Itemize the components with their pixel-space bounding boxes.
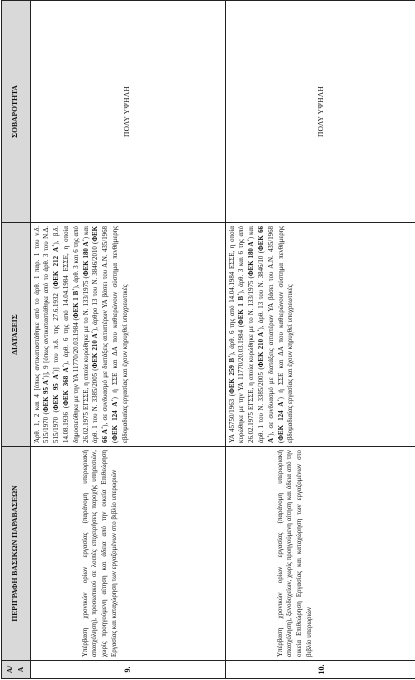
gazette-ref: ΦΕΚ 124 Α΄ [277,399,285,441]
provision-text: ΥΑ 45750/1963 ( [228,393,236,443]
gazette-ref: ΦΕΚ 95 Α΄ [43,377,51,413]
gazette-ref: ΦΕΚ 180 Α΄ [82,239,90,277]
provision-text: ), β.δ. 14.08.1936 ( [53,226,70,443]
provision-text: Άρθ. 1, 2 και 4 [όπως αντικαταστάθηκε από το άρθ. 1 παρ. 1 του ν.δ. 515/1970 ( [33,226,51,443]
gazette-ref: ΦΕΚ 259 Β΄ [228,355,236,394]
provision-text: ) ή ΣΣΕ και ΔΑ που καθιερώνουν σύστημα πενθήμερης εβδομαδιαίας εργασίας και έχουν κηρυχθεί υποχρεωτικές [111,225,129,443]
gazette-ref: ΦΕΚ 95 Α΄ [53,371,61,411]
legal-provisions [225,223,415,447]
header-provisions: ΔΙΑΤΑΞΕΙΣ [2,223,31,447]
row-number: 10. [225,661,415,679]
provision-text: ), άρθ. 3 και 6 της από 26.02.1975 ΕΓΣΣΕ, η οποία κυρώθηκε με το Ν. 133/1975 ( [72,226,90,443]
gazette-ref: ΦΕΚ 368 Α΄ [62,365,70,406]
gazette-ref: ΦΕΚ 66 Α΄ [92,225,110,443]
header-number: Α/Α [2,661,31,679]
gazette-ref: ΦΕΚ 1 Β΄ [238,293,246,325]
header-description: ΠΕΡΙΓΡΑΦΗ ΒΑΣΙΚΩΝ ΠΑΡΑΒΑΣΕΩΝ [2,447,31,661]
severity-label: ΠΟΛΥ ΥΨΗΛΗ [30,1,225,223]
provision-text: ) και άρθ. 1 του Ν. 3385/2005 ( [82,226,100,443]
gazette-ref: ΦΕΚ 1 Β΄ [72,288,80,319]
gazette-ref: ΦΕΚ 210 Α΄ [257,329,265,368]
provision-text: )], 9 [όπως αντικαταστάθηκε από το άρθ. 3 του Ν.Δ. 515/1970 ( [43,226,61,443]
violation-description: Υπέρβαση χρονικών ορίων εργασίας (παράνομη υπερωριακή απασχόληση), προσωπικού σε λοιπές επιχειρήσεις παροχής υπηρεσιών, χωρίς προηγούμενη αίτηση και άδεια από την οικεία Επιθεώρηση Εργασίας και καταχώρηση των εργαζομένων στο βιβλίο υπερωριών [30,447,225,661]
provision-text: ), άρθρο 13 του Ν. 3846/2010 ( [92,241,100,332]
severity-label: ΠΟΛΥ ΥΨΗΛΗ [225,1,415,223]
gazette-ref: ΦΕΚ 66 Α΄ [257,226,275,443]
row-number: 9. [30,661,225,679]
gazette-ref: ΦΕΚ 124 Α΄ [111,399,119,441]
gazette-ref: ΦΕΚ 212 Α΄ [53,244,61,287]
provision-text: )] του π.δ. της 27.6.1932 ( [53,286,61,372]
provision-text: ), άρθ. 13 του Ν. 3846/10 ( [257,250,265,330]
gazette-ref: ΦΕΚ 180 Α΄ [248,239,256,277]
provision-text: ), άρθ. 3 και 6 της από 26.02.1975 ΕΓΣΣΕ, η οποία κυρώθηκε με το Ν. 133/1975 ( [238,225,256,443]
table-row [30,1,225,679]
header-severity: ΣΟΒΑΡΟΤΗΤΑ [2,1,31,223]
provision-text: ) και άρθ. 1 του Ν. 3385/2005 ( [248,226,265,443]
gazette-ref: ΦΕΚ 210 Α΄ [92,331,100,369]
legal-provisions [30,223,225,447]
provision-text: ), άρθ. 6 της από 14.04.1984 ΕΣΣΕ, η οποία δημοσιεύθηκε με την ΥΑ 11770/20.03.1984 ( [62,226,80,443]
table-row [225,1,415,679]
provision-text: ), άρθ. 6 της από 14.04.1984 ΕΣΣΕ, η οποία κυρώθηκε με την ΥΑ 11770/20.03.1984 ( [228,225,246,443]
provision-text: ), σε συνδυασμό με διατάξεις αιτιατέρων ΥΑ βάσει του Α.Ν. 435/1968 ( [102,226,119,443]
provision-text: ) ή ΣΣΕ και ΔΑ που καθιερώνουν σύστημα πενθήμερης εβδομαδιαίας εργασίας και έχουν κηρυχθεί υποχρεωτικές [277,225,295,443]
table-header-row [2,1,31,679]
violations-table [1,0,415,679]
provision-text: ), σε συνδυασμό με διατάξεις αιτιατέρων ΥΑ βάσει του Α.Ν. 435/1968 ( [267,226,285,443]
violation-description: Υπέρβαση χρονικών ορίων εργασίας (παράνομη υπερωριακή απασχόληση), ξενοδοχείων, χωρίς προηγούμενη αίτηση και άδεια από την οικεία Επιθεώρηση Εργασίας και καταχώρηση των εργαζομένων στο βιβλίο υπερωριών [225,447,415,661]
